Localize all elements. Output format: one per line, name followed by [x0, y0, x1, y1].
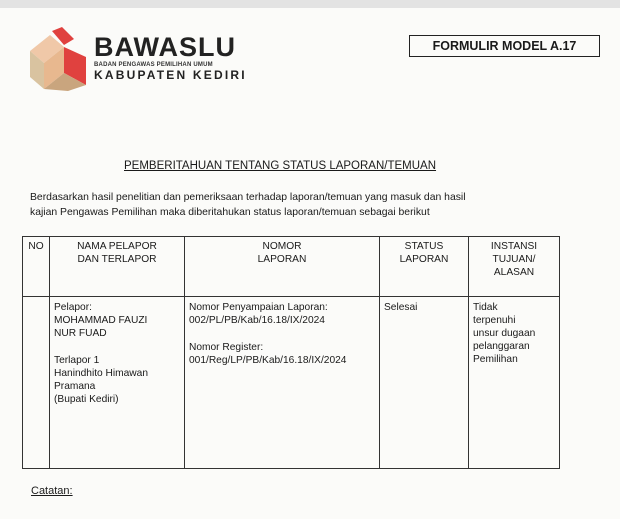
pelapor-label: Pelapor: — [54, 302, 92, 313]
table-row — [23, 297, 560, 469]
status-table — [22, 236, 560, 469]
alasan-line: Tidak — [473, 302, 498, 313]
header-status-line: STATUS — [404, 241, 444, 252]
alasan-line: unsur dugaan — [473, 328, 536, 339]
table-header-row — [23, 237, 560, 297]
terlapor-role: (Bupati Kediri) — [54, 394, 119, 405]
header-nomor-line: LAPORAN — [257, 254, 307, 265]
header-status-line: LAPORAN — [399, 254, 449, 265]
bawaslu-logo — [28, 27, 90, 91]
alasan-line: pelanggaran — [473, 341, 530, 352]
header-name — [50, 237, 185, 297]
intro-line: kajian Pengawas Pemilihan maka diberitahukan status laporan/temuan sebagai berikut — [30, 207, 430, 218]
form-model-label: FORMULIR MODEL A.17 — [409, 35, 600, 57]
cell-no — [23, 297, 50, 469]
header-instansi-line: TUJUAN/ — [492, 254, 536, 265]
header-instansi — [469, 237, 560, 297]
header-nomor-line: NOMOR — [262, 241, 302, 252]
terlapor-name: Pramana — [54, 381, 96, 392]
header-name-line: NAMA PELAPOR — [77, 241, 157, 252]
cell-status — [380, 297, 469, 469]
pelapor-name: NUR FUAD — [54, 328, 107, 339]
header-no: NO — [23, 237, 50, 297]
cell-pelapor-terlapor — [50, 297, 185, 469]
header-nomor — [185, 237, 380, 297]
register-value: 001/Reg/LP/PB/Kab/16.18/IX/2024 — [189, 355, 347, 366]
alasan-line: terpenuhi — [473, 315, 516, 326]
top-edge — [0, 0, 620, 8]
intro-paragraph — [30, 190, 560, 220]
cell-instansi — [469, 297, 560, 469]
terlapor-name: Hanindhito Himawan — [54, 368, 149, 379]
brand-block — [94, 33, 247, 82]
register-label: Nomor Register: — [189, 342, 264, 353]
alasan-line: Pemilihan — [473, 354, 518, 365]
header-status — [380, 237, 469, 297]
penyampaian-value: 002/PL/PB/Kab/16.18/IX/2024 — [189, 315, 325, 326]
brand-subtitle: BADAN PENGAWAS PEMILIHAN UMUM — [94, 62, 213, 68]
terlapor-label: Terlapor 1 — [54, 355, 100, 366]
cell-nomor-laporan — [185, 297, 380, 469]
pelapor-name: MOHAMMAD FAUZI — [54, 315, 148, 326]
penyampaian-label: Nomor Penyampaian Laporan: — [189, 302, 328, 313]
document-title: PEMBERITAHUAN TENTANG STATUS LAPORAN/TEMUAN — [124, 160, 437, 172]
brand-name: BAWASLU — [94, 32, 236, 62]
intro-line: Berdasarkan hasil penelitian dan pemeriksaan terhadap laporan/temuan yang masuk dan hasil — [30, 192, 466, 203]
header-instansi-line: INSTANSI — [490, 241, 538, 252]
brand-region: KABUPATEN KEDIRI — [94, 68, 247, 82]
header-name-line: DAN TERLAPOR — [77, 254, 157, 265]
status-value: Selesai — [384, 302, 418, 313]
header-instansi-line: ALASAN — [493, 267, 535, 278]
catatan-label: Catatan: — [31, 485, 73, 497]
